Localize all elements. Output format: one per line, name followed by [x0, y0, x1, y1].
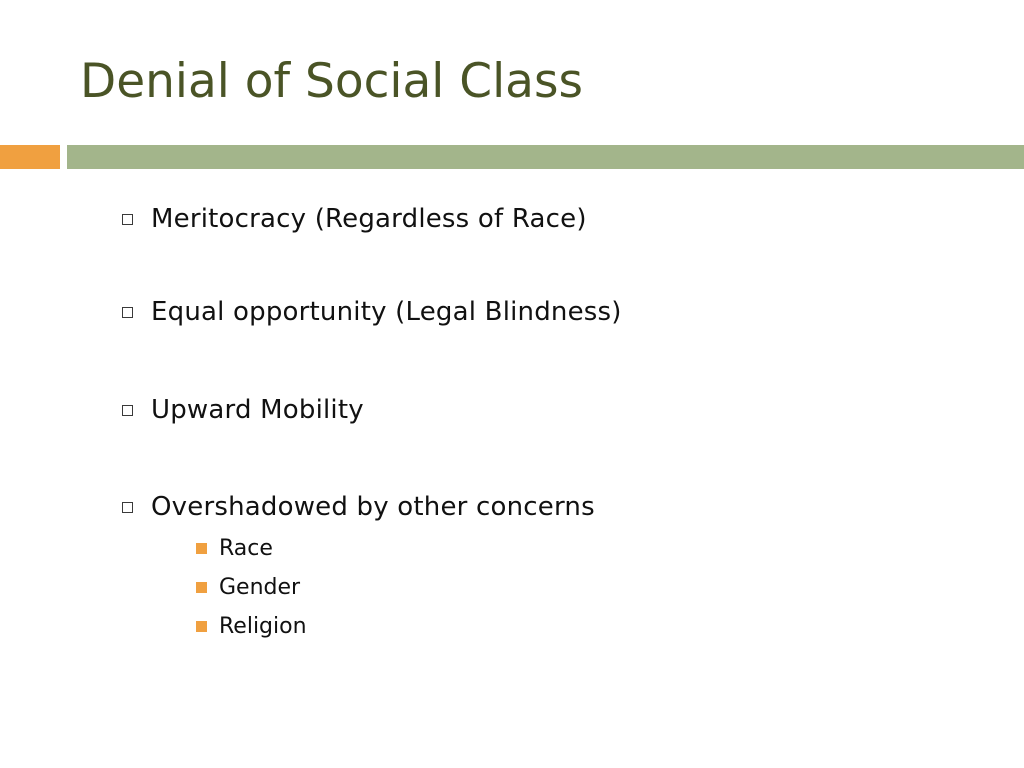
bullet-text: Equal opportunity (Legal Blindness)	[151, 297, 622, 327]
filled-square-bullet-icon	[196, 621, 207, 632]
bullet-text: Overshadowed by other concerns	[151, 492, 595, 522]
bullet-item-equal-opportunity	[120, 290, 622, 334]
sub-bullet-item-religion	[196, 609, 307, 643]
hollow-square-bullet-icon	[122, 307, 133, 318]
hollow-square-bullet-icon	[122, 214, 133, 225]
hollow-square-bullet-icon	[122, 502, 133, 513]
slide-title: Denial of Social Class	[80, 54, 583, 109]
sub-bullet-text: Race	[219, 535, 273, 561]
sub-bullet-item-gender	[196, 570, 300, 604]
filled-square-bullet-icon	[196, 582, 207, 593]
hollow-square-bullet-icon	[122, 405, 133, 416]
filled-square-bullet-icon	[196, 543, 207, 554]
sub-bullet-text: Religion	[219, 613, 307, 639]
bullet-item-overshadowed	[120, 485, 595, 529]
bullet-item-meritocracy	[120, 197, 587, 241]
sub-bullet-item-race	[196, 531, 273, 565]
bullet-text: Meritocracy (Regardless of Race)	[151, 204, 587, 234]
bullet-item-upward-mobility	[120, 388, 364, 432]
bullet-text: Upward Mobility	[151, 395, 364, 425]
sub-bullet-text: Gender	[219, 574, 301, 600]
